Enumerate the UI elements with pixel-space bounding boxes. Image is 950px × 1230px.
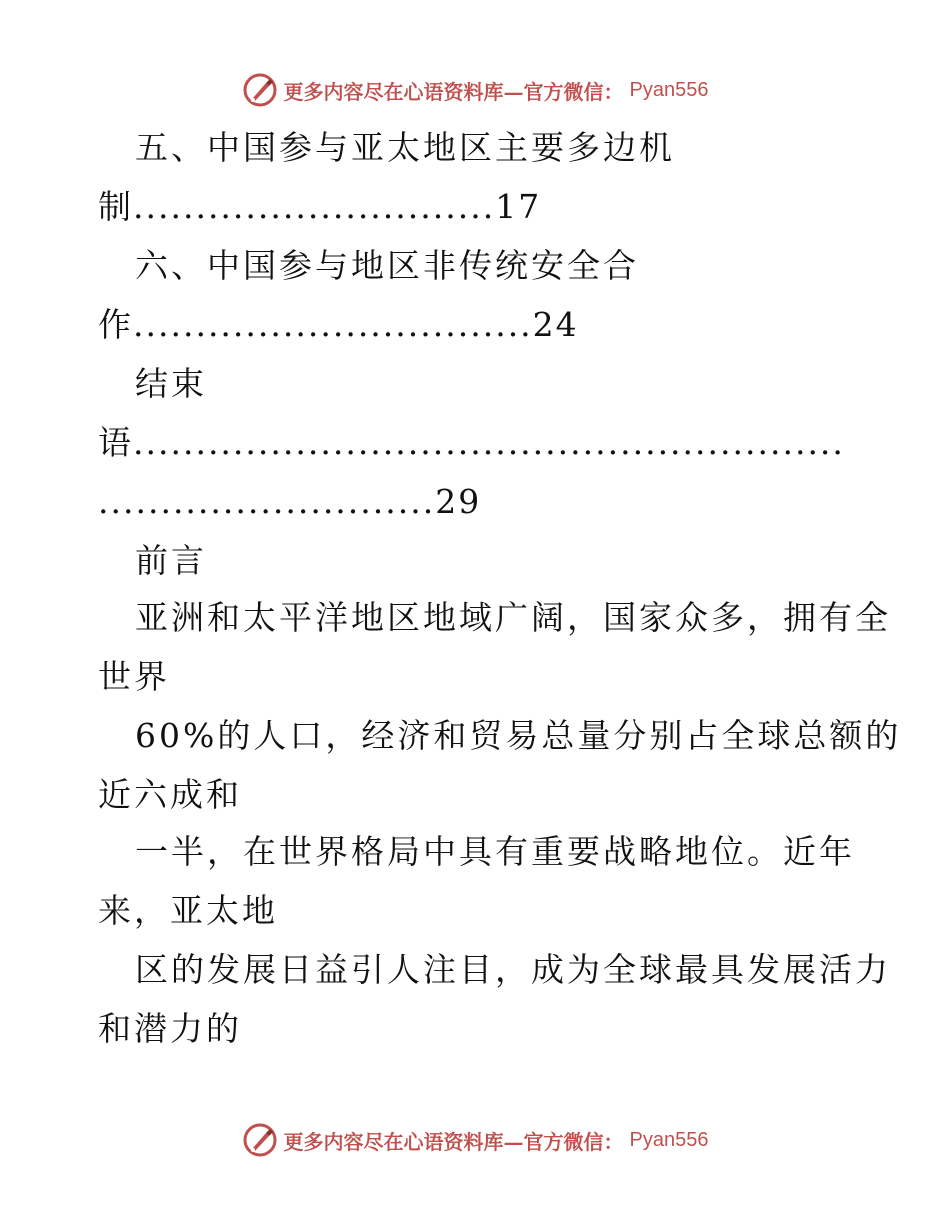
toc-entry-conclusion-leader: 语.........................................................: [98, 423, 845, 462]
watermark-text: 更多内容尽在心语资料库—官方微信：: [283, 79, 624, 104]
toc-entry-6-title: 六、中国参与地区非传统安全合: [135, 246, 639, 285]
pen-logo-icon: [242, 72, 278, 108]
toc-entry-conclusion-title: 结束: [135, 364, 207, 403]
preface-line: 世界: [98, 657, 170, 696]
preface-line: 一半，在世界格局中具有重要战略地位。近年: [135, 832, 855, 871]
preface-line: 60%的人口，经济和贸易总量分别占全球总额的: [135, 716, 902, 755]
preface-line: 来，亚太地: [98, 891, 278, 930]
footer-watermark: [0, 1122, 950, 1158]
toc-entry-5-leader: 制.............................17: [98, 187, 542, 226]
preface-line: 近六成和: [98, 775, 242, 814]
toc-entry-conclusion-page: ...........................29: [98, 482, 482, 521]
toc-entry-5-title: 五、中国参与亚太地区主要多边机: [135, 128, 675, 167]
watermark-wechat-id: Pyan556: [629, 78, 709, 101]
pen-logo-icon: [242, 1122, 278, 1158]
header-watermark: [0, 72, 950, 108]
toc-entry-6-leader: 作................................24: [98, 305, 579, 344]
watermark-wechat-id: Pyan556: [629, 1128, 709, 1151]
preface-heading: 前言: [135, 541, 207, 580]
preface-line: 区的发展日益引人注目，成为全球最具发展活力: [135, 950, 891, 989]
preface-line: 和潜力的: [98, 1009, 242, 1048]
watermark-text: 更多内容尽在心语资料库—官方微信：: [283, 1129, 624, 1154]
preface-line: 亚洲和太平洋地区地域广阔，国家众多，拥有全: [135, 598, 891, 637]
